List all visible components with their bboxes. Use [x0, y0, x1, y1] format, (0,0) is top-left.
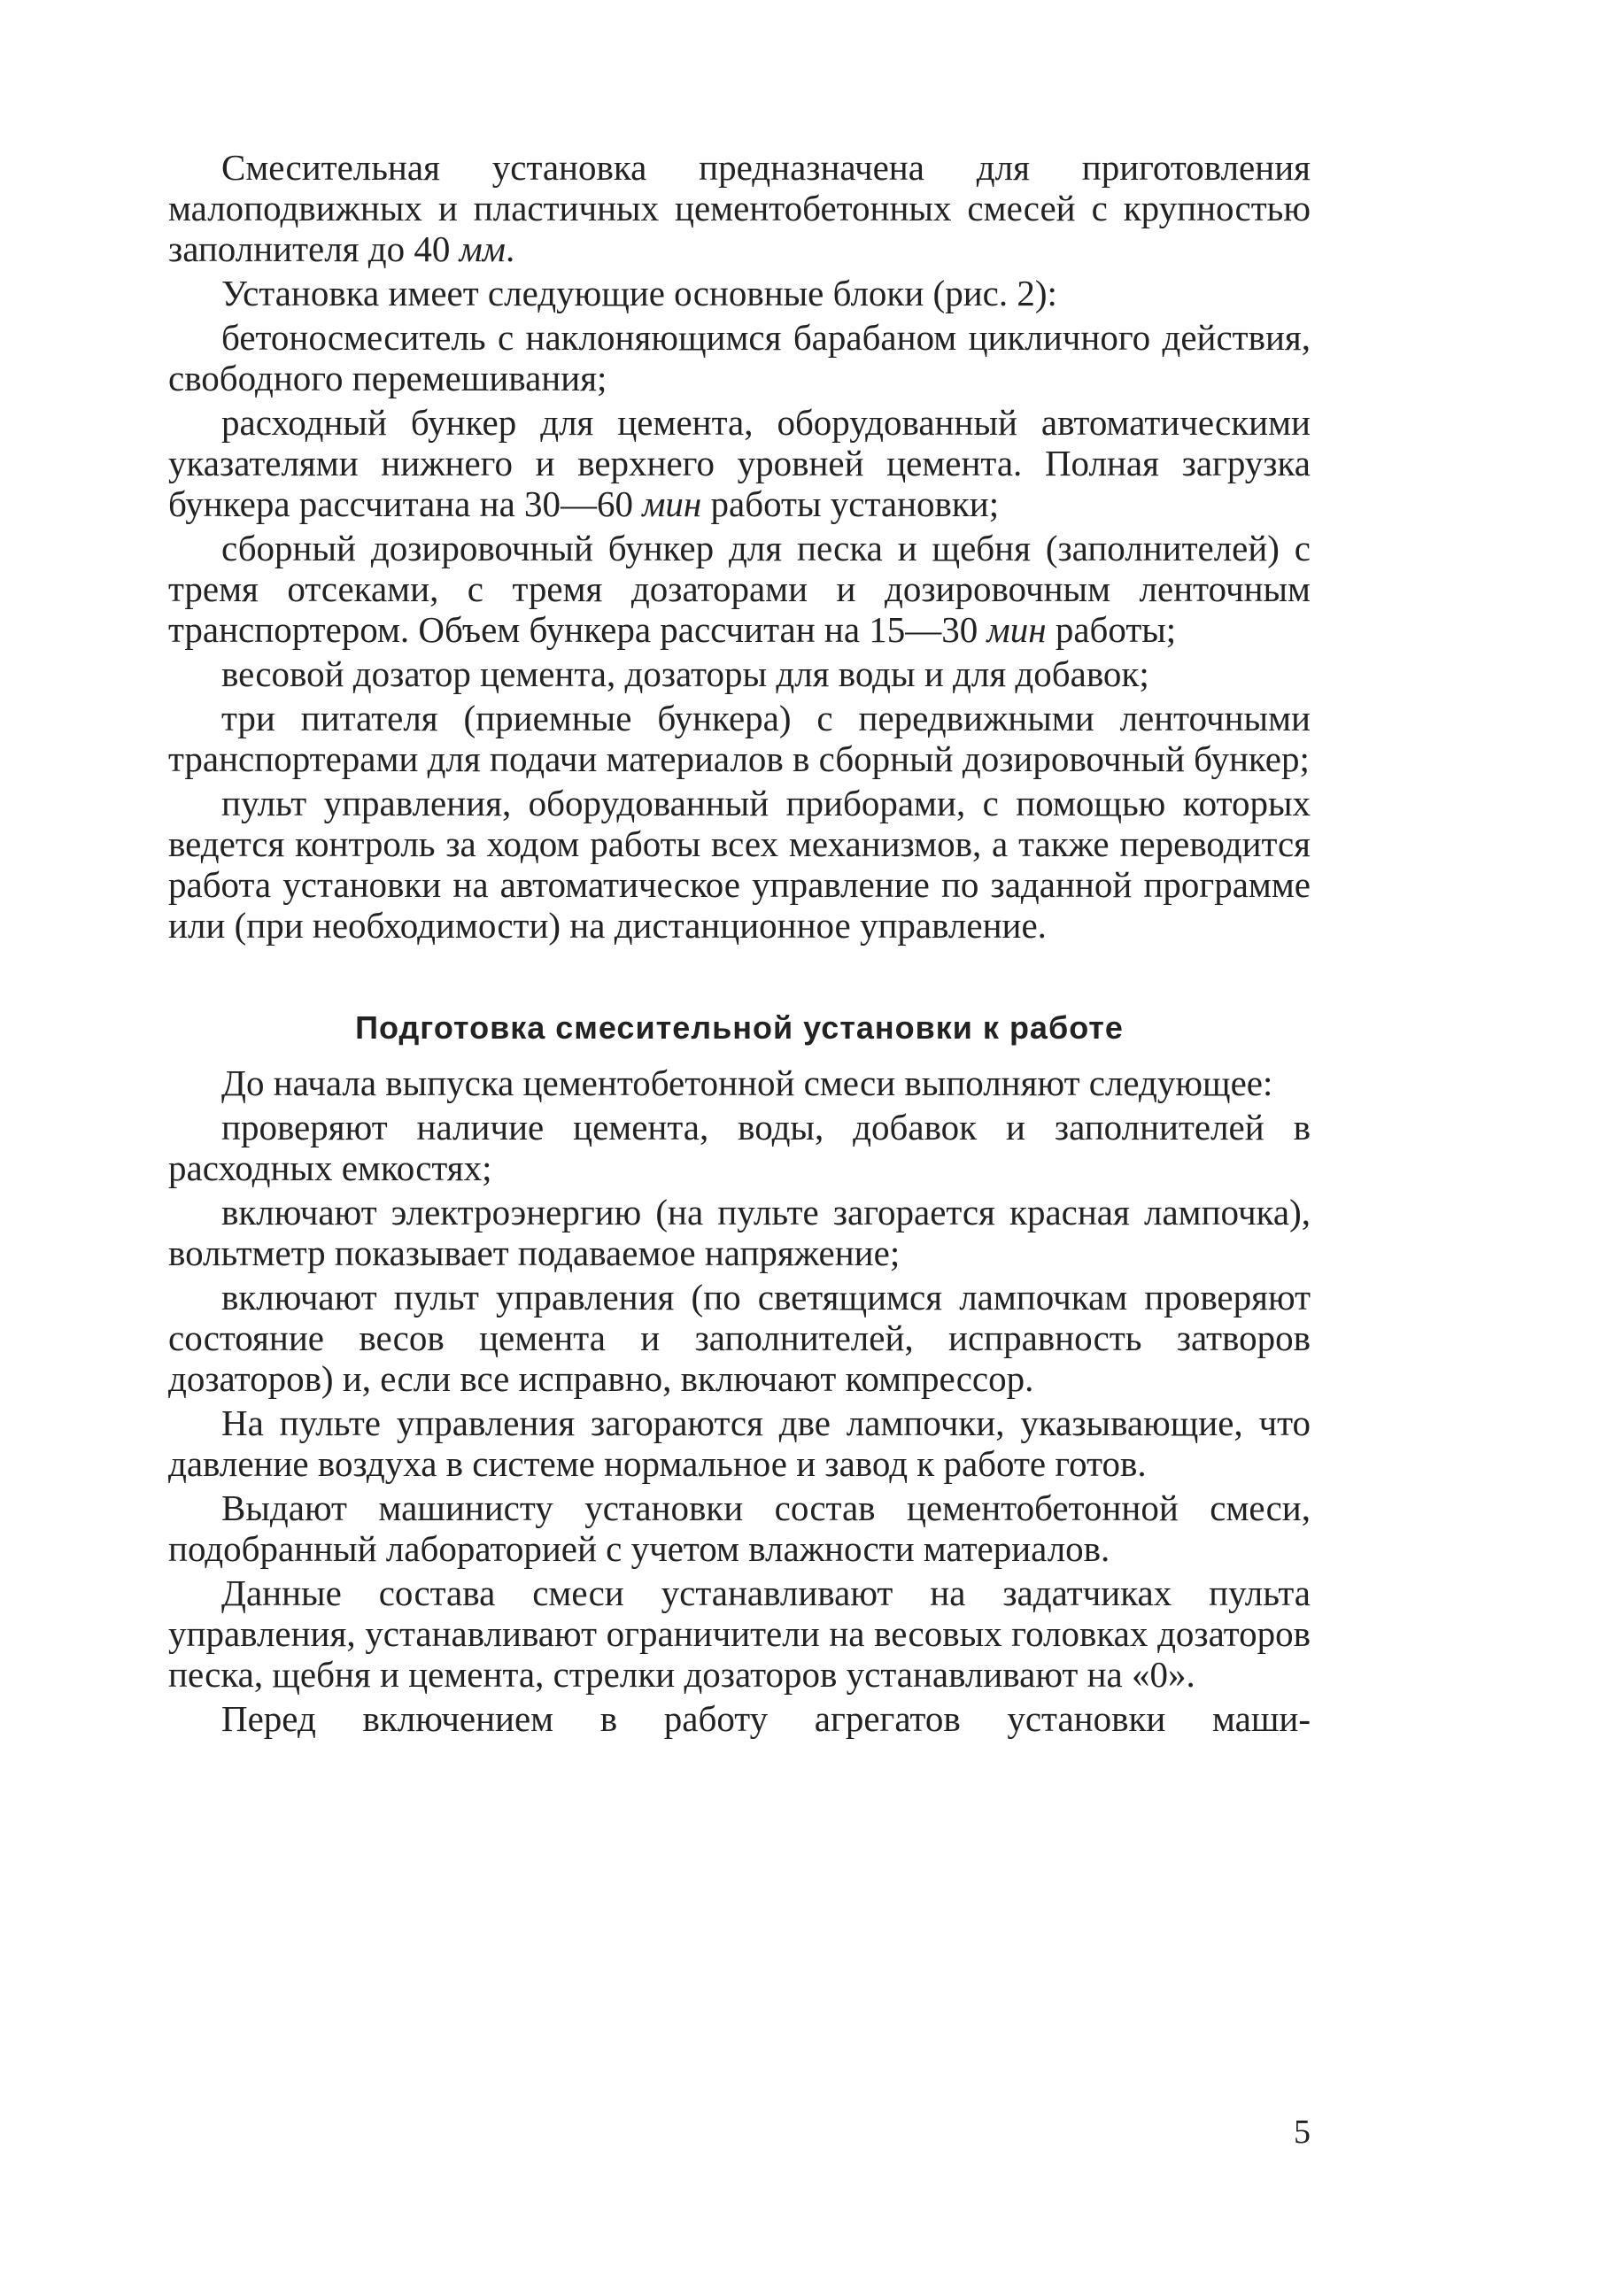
paragraph-purpose — [168, 147, 1311, 269]
paragraph-before-start: Перед включением в работу агрегатов установки маши- — [221, 1698, 1311, 1739]
paragraph-aggregate-hopper-text: сборный дозировочный бункер для песка и щебня (заполнителей) с тремя отсеками, с тремя дозаторами и дозировочным ленточным транспортером. Объем бункера рассчитан на 15—30 — [168, 528, 1311, 650]
page-number: 5 — [1294, 2113, 1311, 2151]
paragraph-control-panel: пульт управления, оборудованный приборами, с помощью которых ведется контроль за ходом работы всех механизмов, а также переводится работа установки на автоматическое управление по заданной программе или (при необходимости) на дистанционное управление. — [168, 783, 1311, 946]
paragraph-main-blocks: Установка имеет следующие основные блоки (рис. 2): — [221, 273, 1057, 313]
paragraph-panel-on: включают пульт управления (по светящимся лампочкам проверяют состояние весов цемента и заполнителей, исправность затворов дозаторов) и, если все исправно, включают компрессор. — [168, 1277, 1311, 1399]
paragraph-cement-hopper — [168, 402, 1311, 524]
paragraph-cement-hopper-end: работы установки; — [701, 483, 1000, 524]
paragraph-aggregate-hopper — [168, 528, 1311, 650]
unit-mm: мм — [459, 228, 506, 269]
paragraph-aggregate-hopper-end: работы; — [1046, 609, 1177, 650]
paragraph-power-on: включают электроэнергию (на пульте загорается красная лампочка), вольтметр показывает подаваемое напряжение; — [168, 1192, 1311, 1273]
unit-min: мин — [986, 609, 1047, 650]
paragraph-purpose-end: . — [505, 228, 515, 269]
paragraph-purpose-text: Смесительная установка предназначена для приготовления малоподвижных и пластичных цементобетонных смесей с крупностью заполнителя до 40 — [168, 147, 1311, 269]
paragraph-cement-hopper-text: расходный бункер для цемента, оборудованный автоматическими указателями нижнего и верхнего уровней цемента. Полная загрузка бункера рассчитана на 30—60 — [168, 402, 1311, 524]
section-heading: Подготовка смесительной установки к работе — [355, 1009, 1124, 1046]
paragraph-dosing: весовой дозатор цемента, дозаторы для воды и для добавок; — [221, 653, 1149, 694]
page-body — [168, 147, 1311, 1742]
paragraph-lamps: На пульте управления загораются две лампочки, указывающие, что давление воздуха в системе нормальное и завод к работе готов. — [168, 1402, 1311, 1484]
paragraph-feeders: три питателя (приемные бункера) с передвижными ленточными транспортерами для подачи материалов в сборный дозировочный бункер; — [168, 698, 1311, 779]
paragraph-mix-composition: Выдают машинисту установки состав цементобетонной смеси, подобранный лабораторией с учетом влажности материалов. — [168, 1488, 1311, 1569]
paragraph-concrete-mixer: бетоносмеситель с наклоняющимся барабаном цикличного действия, свободного перемешивания; — [168, 317, 1311, 398]
paragraph-check-materials: проверяют наличие цемента, воды, добавок и заполнителей в расходных емкостях; — [168, 1107, 1311, 1188]
unit-min: мин — [642, 483, 702, 524]
paragraph-preparation-intro: До начала выпуска цементобетонной смеси выполняют следующее: — [221, 1062, 1273, 1103]
paragraph-setpoints: Данные состава смеси устанавливают на задатчиках пульта управления, устанавливают ограничители на весовых головках дозаторов песка, щебня и цемента, стрелки дозаторов устанавливают на «0». — [168, 1572, 1311, 1695]
